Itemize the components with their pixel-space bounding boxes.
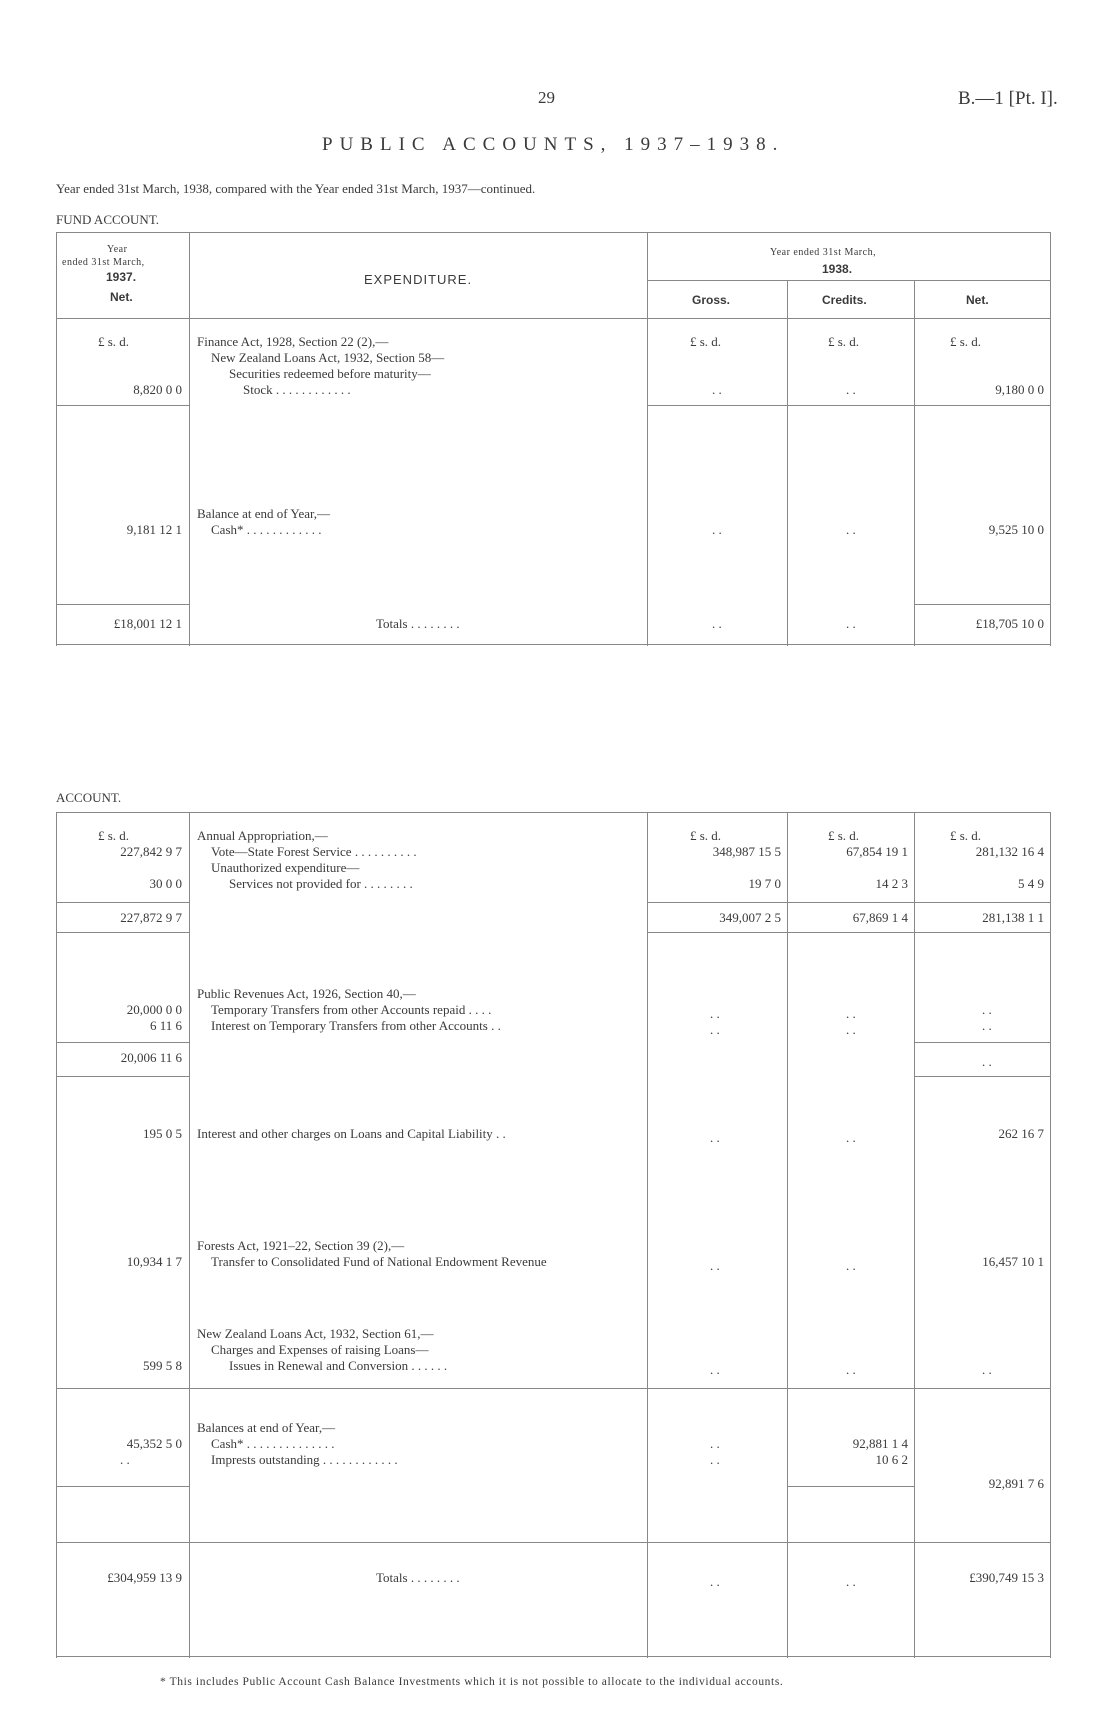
t2-row-credits: 92,881 1 4 (852, 1436, 908, 1451)
t1-row-net-1938: 9,525 10 0 (988, 522, 1044, 537)
t2-row-desc: Services not provided for . . . . . . . . (229, 876, 413, 891)
t2-row-net-1937: 6 11 6 (149, 1018, 182, 1033)
t2-row-credits: . . (846, 1022, 856, 1037)
t2-row-desc: Temporary Transfers from other Accounts repaid . . . . (211, 1002, 492, 1017)
t1-total-net-1937: £18,001 12 1 (113, 616, 182, 631)
t2-row-gross: 19 7 0 (748, 876, 781, 891)
document-reference: B.—1 [Pt. I]. (958, 88, 1058, 109)
t1-row-desc: Securities redeemed before maturity— (229, 366, 431, 381)
t2-row-desc: Charges and Expenses of raising Loans— (211, 1342, 429, 1357)
header-year-1938-line1: Year ended 31st March, (770, 247, 877, 258)
t2-subtotal-net-1937: 20,006 11 6 (120, 1050, 182, 1065)
units-net-1938: £ s. d. (950, 828, 982, 843)
t2-row-gross: . . (710, 1258, 720, 1273)
t2-row-net-1938: 16,457 10 1 (982, 1254, 1044, 1269)
t2-row-credits: 14 2 3 (875, 876, 908, 891)
t2-row-net-1938: 5 4 9 (1018, 876, 1044, 891)
t2-row-desc: Transfer to Consolidated Fund of National Endowment Revenue (211, 1254, 547, 1269)
header-year-1937-line1: Year (107, 244, 128, 255)
t2-row-gross: . . (710, 1006, 720, 1021)
t2-subtotal-net-1938: 281,138 1 1 (982, 910, 1044, 925)
t2-row-desc: Balances at end of Year,— (197, 1420, 336, 1435)
t2-total-net-1938: £390,749 15 3 (969, 1570, 1044, 1585)
t2-total-gross: . . (710, 1574, 720, 1589)
t2-row-gross: 348,987 15 5 (712, 844, 781, 859)
page-number: 29 (538, 88, 555, 107)
t1-row-gross: . . (712, 382, 722, 397)
section-title-fund-account: FUND ACCOUNT. (56, 212, 160, 227)
units-credits: £ s. d. (828, 828, 860, 843)
header-year-1937-line2: ended 31st March, (62, 257, 145, 268)
t2-row-net-1937: 20,000 0 0 (126, 1002, 182, 1017)
t1-total-net-1938: £18,705 10 0 (975, 616, 1044, 631)
t2-subtotal-credits: 67,869 1 4 (852, 910, 908, 925)
t2-total-net-1937: £304,959 13 9 (107, 1570, 182, 1585)
t2-row-gross: . . (710, 1436, 720, 1451)
t2-row-gross: . . (710, 1362, 720, 1377)
header-net-1937: Net. (110, 290, 133, 304)
t1-total-credits: . . (846, 616, 856, 631)
header-net-1938: Net. (966, 293, 989, 307)
t2-row-desc: Unauthorized expenditure— (211, 860, 360, 875)
t2-row-desc: Interest and other charges on Loans and Capital Liability . . (197, 1126, 506, 1141)
t1-row-desc: Balance at end of Year,— (197, 506, 331, 521)
t2-row-desc: Forests Act, 1921–22, Section 39 (2),— (197, 1238, 405, 1253)
t1-total-label: Totals . . . . . . . . (376, 616, 460, 631)
header-credits: Credits. (822, 293, 867, 307)
t2-row-desc: Annual Appropriation,— (197, 828, 328, 843)
t2-row-net-1937: 10,934 1 7 (126, 1254, 182, 1269)
t1-total-gross: . . (712, 616, 722, 631)
header-gross: Gross. (692, 293, 731, 307)
t2-row-credits: . . (846, 1362, 856, 1377)
t1-row-desc: New Zealand Loans Act, 1932, Section 58— (211, 350, 445, 365)
t2-row-net-1937: 227,842 9 7 (120, 844, 182, 859)
t2-total-label: Totals . . . . . . . . (376, 1570, 460, 1585)
t2-subtotal-net-1938: . . (982, 1054, 992, 1069)
t2-row-net-1938: 92,891 7 6 (988, 1476, 1044, 1491)
t2-row-desc: Vote—State Forest Service . . . . . . . . . . (211, 844, 417, 859)
t1-row-net-1937: 9,181 12 1 (126, 522, 182, 537)
t2-total-credits: . . (846, 1574, 856, 1589)
t2-row-desc: Issues in Renewal and Conversion . . . . . . (229, 1358, 448, 1373)
section-title-account: ACCOUNT. (56, 790, 122, 805)
header-year-1937-line3: 1937. (106, 270, 137, 284)
t2-row-net-1937: . . (120, 1452, 130, 1467)
t1-row-desc: Stock . . . . . . . . . . . . (243, 382, 351, 397)
t2-row-desc: Interest on Temporary Transfers from other Accounts . . (211, 1018, 501, 1033)
t2-row-credits: 10 6 2 (875, 1452, 908, 1467)
t1-row-net-1937: 8,820 0 0 (133, 382, 182, 397)
t2-row-desc: Imprests outstanding . . . . . . . . . . . . (211, 1452, 398, 1467)
t2-row-desc: New Zealand Loans Act, 1932, Section 61,— (197, 1326, 434, 1341)
page-subtitle: Year ended 31st March, 1938, compared with the Year ended 31st March, 1937—continued. (56, 181, 536, 196)
units-credits: £ s. d. (828, 334, 860, 349)
header-expenditure: EXPENDITURE. (364, 272, 473, 287)
page-title: PUBLIC ACCOUNTS, 1937–1938. (322, 134, 785, 155)
t2-row-net-1937: 599 5 8 (143, 1358, 182, 1373)
t2-row-net-1938: . . (982, 1362, 992, 1377)
t2-row-net-1938: 262 16 7 (998, 1126, 1044, 1141)
footnote: * This includes Public Account Cash Balance Investments which it is not possible to allocate to the individual accounts. (160, 1676, 784, 1688)
t1-row-credits: . . (846, 382, 856, 397)
t2-row-gross: . . (710, 1130, 720, 1145)
units-gross: £ s. d. (690, 828, 722, 843)
t2-row-credits: 67,854 19 1 (846, 844, 908, 859)
t2-subtotal-net-1937: 227,872 9 7 (120, 910, 182, 925)
t1-row-desc: Finance Act, 1928, Section 22 (2),— (197, 334, 389, 349)
header-year-1938-line2: 1938. (822, 262, 853, 276)
t2-row-net-1937: 45,352 5 0 (126, 1436, 182, 1451)
t2-row-gross: . . (710, 1022, 720, 1037)
t2-row-credits: . . (846, 1258, 856, 1273)
units-net-1938: £ s. d. (950, 334, 982, 349)
units-gross: £ s. d. (690, 334, 722, 349)
t2-row-desc: Cash* . . . . . . . . . . . . . . (211, 1436, 335, 1451)
t2-row-credits: . . (846, 1006, 856, 1021)
t2-row-net-1938: 281,132 16 4 (975, 844, 1044, 859)
t1-row-gross: . . (712, 522, 722, 537)
t1-row-net-1938: 9,180 0 0 (995, 382, 1044, 397)
t2-row-net-1937: 195 0 5 (143, 1126, 182, 1141)
t2-row-credits: . . (846, 1130, 856, 1145)
t2-row-desc: Public Revenues Act, 1926, Section 40,— (197, 986, 416, 1001)
t2-row-net-1938: . . (982, 1018, 992, 1033)
t2-row-net-1938: . . (982, 1002, 992, 1017)
t2-row-gross: . . (710, 1452, 720, 1467)
t2-row-net-1937: 30 0 0 (149, 876, 182, 891)
t1-row-desc: Cash* . . . . . . . . . . . . (211, 522, 322, 537)
t2-subtotal-gross: 349,007 2 5 (719, 910, 781, 925)
units-net-1937: £ s. d. (98, 828, 130, 843)
t1-row-credits: . . (846, 522, 856, 537)
units-net-1937: £ s. d. (98, 334, 130, 349)
